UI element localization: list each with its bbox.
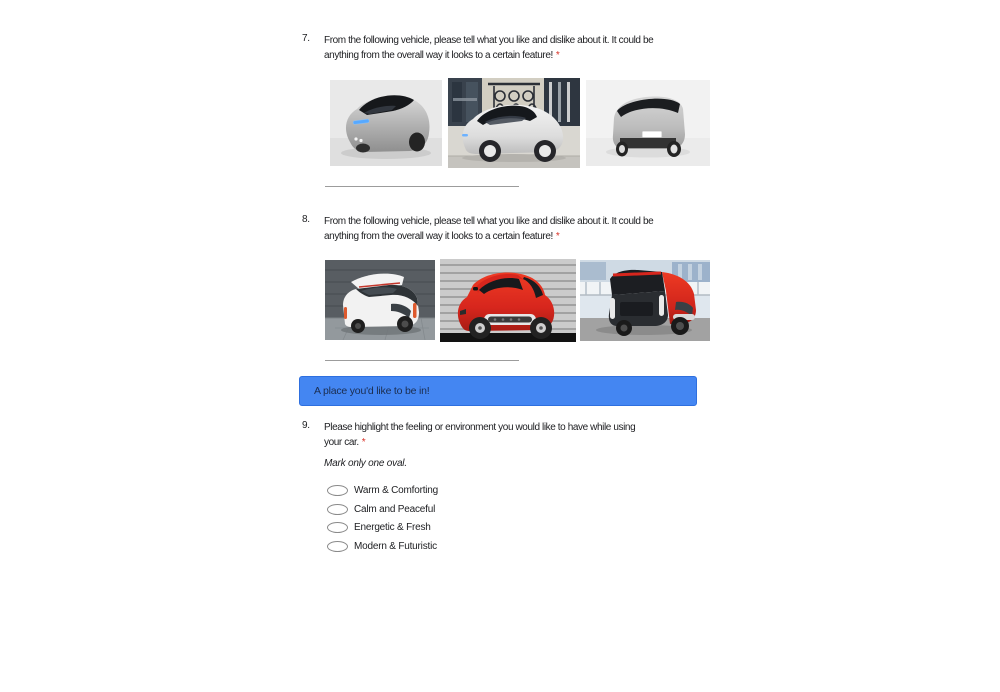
question9-text-line1: Please highlight the feeling or environment you would like to have while using (324, 422, 636, 433)
question7-answer-line[interactable] (325, 186, 519, 187)
radio-oval[interactable] (327, 522, 348, 533)
vehicle7-front-image (330, 80, 442, 166)
question8-answer-line[interactable] (325, 360, 519, 361)
vehicle8-side-image (440, 259, 576, 342)
option-warm-comforting (327, 484, 438, 496)
required-asterisk: * (555, 50, 560, 61)
section-header-title: A place you'd like to be in! (314, 385, 430, 397)
radio-oval[interactable] (327, 541, 348, 552)
option-energetic-fresh (327, 521, 431, 533)
question8-text-line1: From the following vehicle, please tell what you like and dislike about it. It could be (324, 216, 654, 227)
question7-number: 7. (302, 33, 310, 44)
option-modern-futuristic (327, 540, 437, 552)
question8-number: 8. (302, 214, 310, 225)
option-label: Calm and Peaceful (354, 503, 436, 515)
question9-number: 9. (302, 420, 310, 431)
question9-text-line2: your car. * (324, 437, 366, 448)
section-header-banner (299, 376, 697, 406)
question7-text-line1: From the following vehicle, please tell what you like and dislike about it. It could be (324, 35, 654, 46)
vehicle7-rear-image (586, 80, 710, 166)
question9-instruction: Mark only one oval. (324, 458, 407, 469)
option-label: Warm & Comforting (354, 484, 439, 496)
vehicle8-front-image (325, 260, 435, 340)
option-calm-peaceful (327, 503, 435, 515)
radio-oval[interactable] (327, 485, 348, 496)
required-asterisk: * (555, 231, 560, 242)
option-label: Modern & Futuristic (354, 540, 437, 552)
vehicle8-rear-image (580, 260, 710, 341)
option-label: Energetic & Fresh (354, 521, 431, 533)
radio-oval[interactable] (327, 504, 348, 515)
question7-text-line2: anything from the overall way it looks to a certain feature! * (324, 50, 560, 61)
question8-text-line2: anything from the overall way it looks to a certain feature! * (324, 231, 560, 242)
vehicle7-side-image (448, 78, 580, 168)
required-asterisk: * (361, 437, 366, 448)
